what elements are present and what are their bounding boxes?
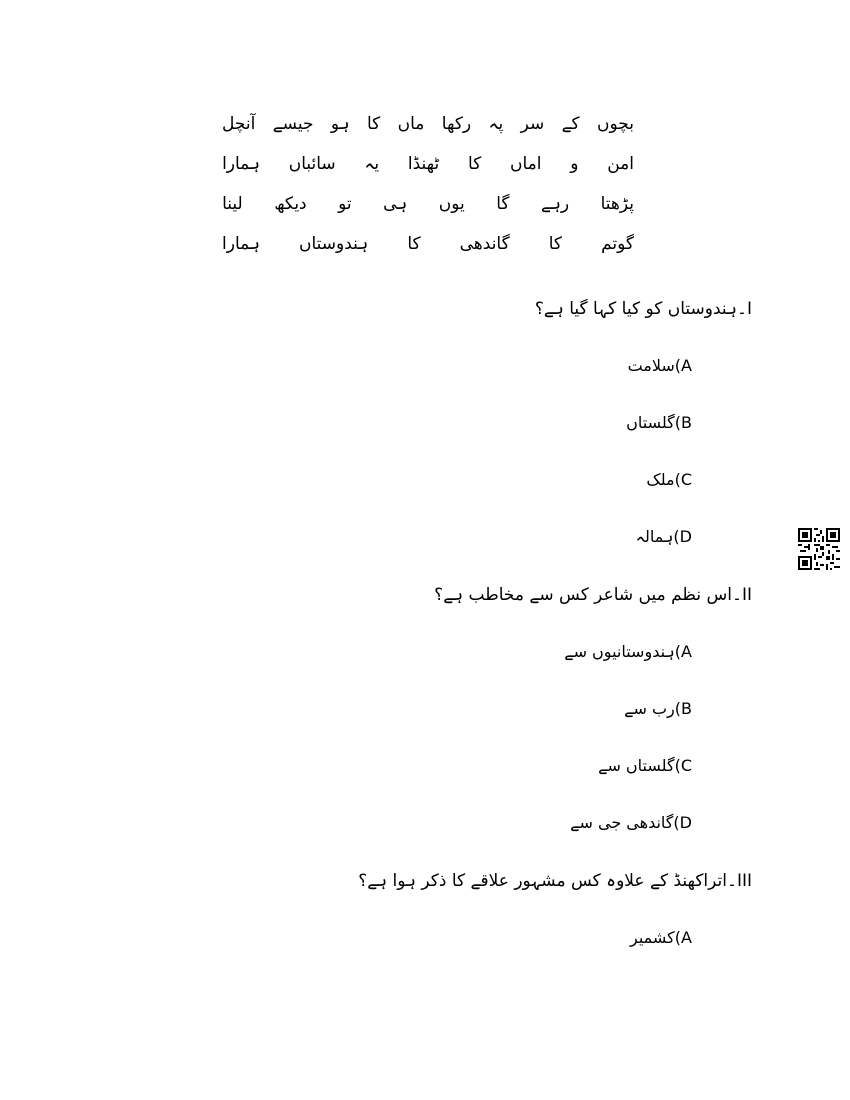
poem-word: لینا xyxy=(222,194,243,214)
question-number: I۔ xyxy=(737,299,752,319)
poem-word: اماں xyxy=(510,154,542,174)
option-label: D) xyxy=(673,813,692,832)
poem-word: ٹھنڈا xyxy=(407,154,440,174)
poem-word: کا xyxy=(407,234,421,254)
option-text: گاندھی جی سے xyxy=(570,813,674,832)
option-a[interactable] xyxy=(628,356,692,375)
poem-word: ہمارا xyxy=(222,234,260,254)
poem-line xyxy=(222,104,634,144)
poem-word: رکھا xyxy=(441,114,472,134)
poem-word: گوتم xyxy=(601,234,634,254)
option-label: C) xyxy=(674,470,692,489)
question-2 xyxy=(434,584,752,605)
poem-word: گا xyxy=(496,194,510,214)
option-text: سلامت xyxy=(627,356,675,375)
option-label: A) xyxy=(674,642,692,661)
option-text: گلستاں xyxy=(626,413,675,432)
option-c[interactable] xyxy=(646,470,692,489)
poem-word: رہے xyxy=(540,194,570,214)
question-text: اس نظم میں شاعر کس سے مخاطب ہے؟ xyxy=(434,585,732,605)
poem-word: ہی xyxy=(383,194,408,214)
poem-word: یہ xyxy=(364,154,380,174)
poem-word: ماں xyxy=(397,114,425,134)
poem-word: گاندھی xyxy=(459,234,510,254)
poem-word: امن xyxy=(607,154,634,174)
poem-word: جیسے xyxy=(272,114,314,134)
poem-line xyxy=(222,224,634,264)
poem-word: ہو xyxy=(330,114,350,134)
poem-word: کا xyxy=(548,234,563,254)
question-number: III۔ xyxy=(726,871,752,891)
option-text: ہندوستانیوں سے xyxy=(564,642,675,661)
option-a[interactable] xyxy=(630,928,692,947)
poem-word: ہمارا xyxy=(222,154,260,174)
option-d[interactable] xyxy=(570,813,692,832)
option-b[interactable] xyxy=(626,413,692,432)
option-a[interactable] xyxy=(564,642,692,661)
option-label: A) xyxy=(674,356,692,375)
poem-line xyxy=(222,144,634,184)
poem-word: سائباں xyxy=(288,154,336,174)
option-text: ملک xyxy=(646,470,675,489)
question-number: II۔ xyxy=(732,585,752,605)
qr-code-icon xyxy=(798,528,840,570)
option-text: کشمیر xyxy=(630,928,675,947)
poem-stanza xyxy=(222,104,634,264)
poem-word: کا xyxy=(467,154,482,174)
poem-word: کے xyxy=(561,114,580,134)
option-label: A) xyxy=(674,928,692,947)
poem-word: پڑھتا xyxy=(600,194,634,214)
option-c[interactable] xyxy=(598,756,692,775)
poem-word: آنچل xyxy=(222,114,256,134)
poem-word: ہندوستاں xyxy=(299,234,369,254)
poem-word: کا xyxy=(366,114,381,134)
poem-word: بچوں xyxy=(597,114,634,134)
poem-word: پہ xyxy=(488,114,504,134)
option-d[interactable] xyxy=(636,527,692,546)
option-label: B) xyxy=(674,413,692,432)
option-b[interactable] xyxy=(624,699,692,718)
poem-word: دیکھ xyxy=(274,194,307,214)
poem-word: تو xyxy=(338,194,352,214)
poem-word: سر xyxy=(520,114,545,134)
question-3 xyxy=(358,870,752,891)
question-text: اتراکھنڈ کے علاوہ کس مشہور علاقے کا ذکر ہوا ہے؟ xyxy=(358,871,727,891)
option-text: ہمالہ xyxy=(635,527,674,546)
option-label: D) xyxy=(673,527,692,546)
poem-line xyxy=(222,184,634,224)
option-text: رب سے xyxy=(624,699,675,718)
poem-word: یوں xyxy=(438,194,465,214)
option-text: گلستاں سے xyxy=(598,756,675,775)
option-label: B) xyxy=(674,699,692,718)
poem-word: و xyxy=(570,154,579,174)
question-1 xyxy=(535,298,752,319)
option-label: C) xyxy=(674,756,692,775)
question-text: ہندوستاں کو کیا کہا گیا ہے؟ xyxy=(534,299,738,319)
